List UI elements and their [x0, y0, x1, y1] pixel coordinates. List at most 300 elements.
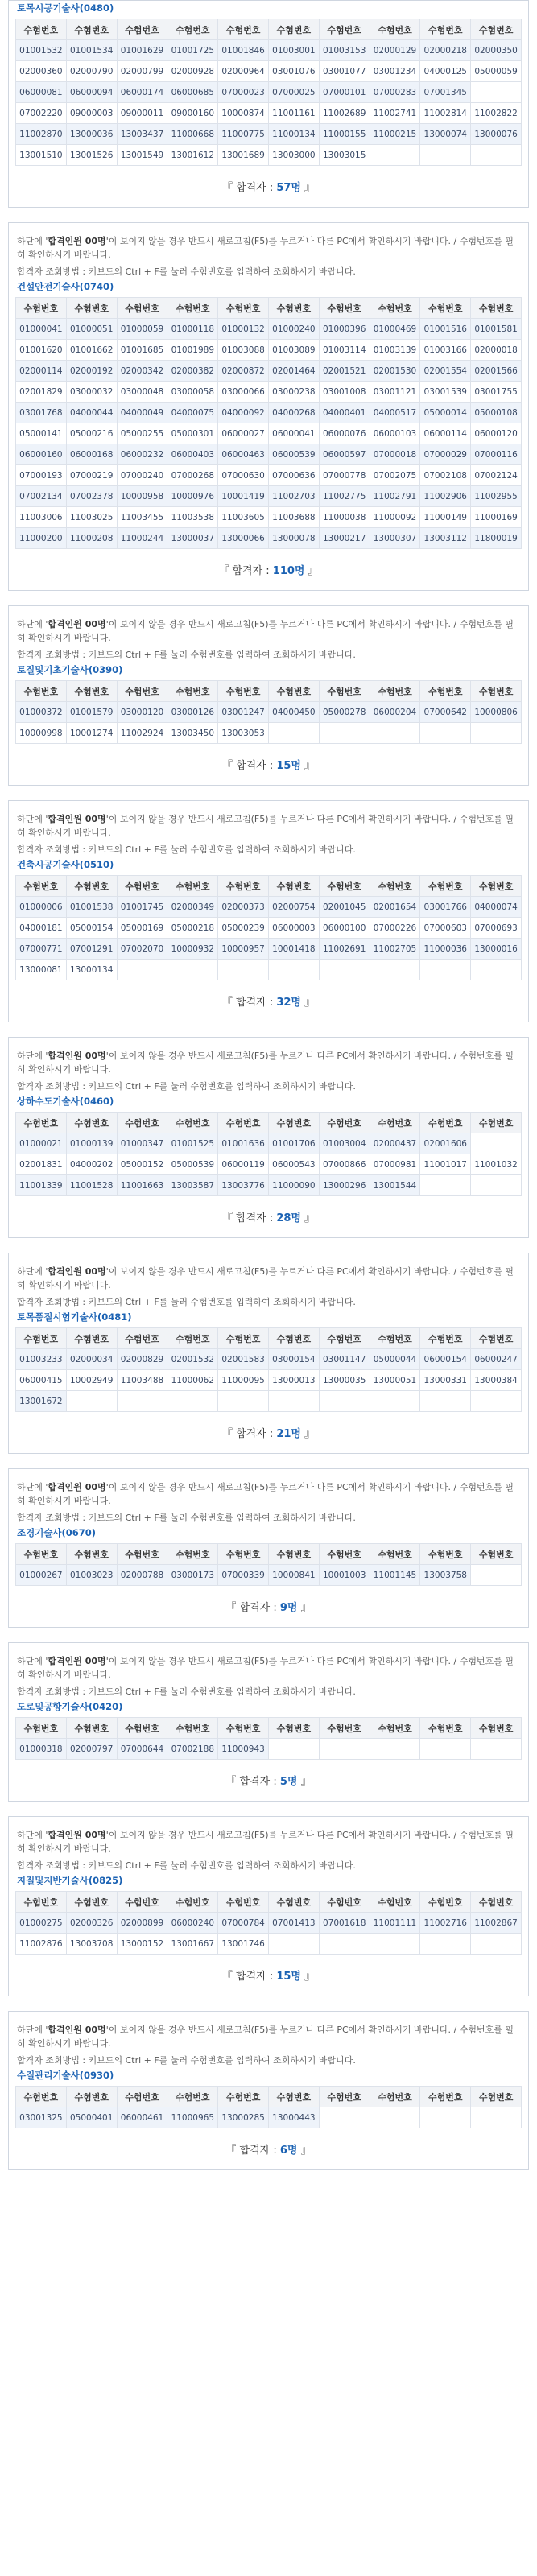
exam-number-cell: 02000799 — [117, 61, 167, 82]
exam-number-cell: 11002870 — [16, 124, 67, 145]
exam-number-cell: 02000129 — [370, 40, 420, 61]
table-row — [16, 1175, 522, 1196]
exam-number-cell: 06000114 — [420, 423, 471, 444]
column-header: 수험번호 — [167, 1328, 218, 1349]
table-row — [16, 702, 522, 723]
exam-number-cell: 10001003 — [319, 1565, 370, 1586]
exam-number-cell: 05000044 — [370, 1349, 420, 1370]
pass-count — [15, 179, 522, 194]
header-row — [16, 1892, 522, 1913]
exam-number-cell: 02001654 — [370, 897, 420, 918]
table-head — [16, 1544, 522, 1565]
exam-number-cell: 03000173 — [167, 1565, 218, 1586]
notice-bold: 합격인원 00명 — [48, 2025, 106, 2035]
exam-number-cell: 02001532 — [167, 1349, 218, 1370]
pass-count-value: 6명 — [279, 2145, 298, 2157]
pass-count-prefix: 『 합격자 : — [221, 1971, 277, 1983]
exam-number-cell: 01001581 — [471, 319, 522, 340]
column-header: 수험번호 — [218, 19, 269, 40]
empty-cell — [420, 1175, 471, 1196]
exam-number-cell: 11002876 — [16, 1934, 67, 1955]
pass-count — [15, 1425, 522, 1440]
pass-count-prefix: 『 합격자 : — [225, 2145, 280, 2157]
exam-number-cell: 07000025 — [268, 82, 319, 103]
exam-number-cell: 11000090 — [268, 1175, 319, 1196]
results-table — [15, 680, 522, 744]
exam-number-cell: 01001629 — [117, 40, 167, 61]
exam-number-cell: 11003688 — [268, 507, 319, 528]
column-header: 수험번호 — [370, 681, 420, 702]
search-howto: 합격자 조회방법 : 키보드의 Ctrl + F를 눌러 수험번호를 입력하여 조회하시기 바랍니다. — [17, 1513, 356, 1523]
empty-cell — [370, 1739, 420, 1760]
exam-number-cell: 05000014 — [420, 402, 471, 423]
exam-number-cell: 05000141 — [16, 423, 67, 444]
exam-number-cell: 07000029 — [420, 444, 471, 465]
empty-cell — [370, 1391, 420, 1412]
search-howto: 합격자 조회방법 : 키보드의 Ctrl + F를 눌러 수험번호를 입력하여 조회하시기 바랍니다. — [17, 1686, 356, 1697]
column-header: 수험번호 — [370, 2087, 420, 2107]
empty-cell — [471, 145, 522, 166]
category-title: 건축시공기술사(0510) — [17, 859, 114, 870]
exam-number-cell: 03001755 — [471, 382, 522, 402]
exam-number-cell: 11002705 — [370, 939, 420, 960]
exam-number-cell: 01000275 — [16, 1913, 67, 1934]
pass-count-suffix: 』 — [300, 182, 316, 194]
exam-number-cell: 02000382 — [167, 361, 218, 382]
exam-number-cell: 02000754 — [268, 897, 319, 918]
exam-number-cell: 13003437 — [117, 124, 167, 145]
exam-number-cell: 06000168 — [66, 444, 117, 465]
column-header: 수험번호 — [420, 298, 471, 319]
notice-text: 하단에 ' — [17, 814, 48, 824]
exam-number-cell: 13001510 — [16, 145, 67, 166]
pass-count-prefix: 『 합격자 : — [221, 760, 277, 772]
pass-count — [15, 993, 522, 1009]
exam-number-cell: 07000193 — [16, 465, 67, 486]
exam-number-cell: 13000066 — [218, 528, 269, 549]
refresh-notice — [17, 2023, 520, 2050]
table-row — [16, 939, 522, 960]
exam-number-cell: 06000240 — [167, 1913, 218, 1934]
column-header: 수험번호 — [16, 876, 67, 897]
column-header: 수험번호 — [66, 876, 117, 897]
exam-number-cell: 01003233 — [16, 1349, 67, 1370]
column-header: 수험번호 — [420, 1113, 471, 1133]
empty-cell — [471, 2107, 522, 2128]
exam-number-cell: 02000192 — [66, 361, 117, 382]
table-body — [16, 897, 522, 980]
exam-number-cell: 10002949 — [66, 1370, 117, 1391]
exam-number-cell: 05000239 — [218, 918, 269, 939]
results-table — [15, 2086, 522, 2128]
result-section — [8, 1037, 529, 1238]
exam-number-cell: 07000240 — [117, 465, 167, 486]
exam-number-cell: 03000032 — [66, 382, 117, 402]
exam-number-cell: 03000048 — [117, 382, 167, 402]
exam-number-cell: 13000384 — [471, 1370, 522, 1391]
exam-number-cell: 02000437 — [370, 1133, 420, 1154]
exam-number-cell: 11000134 — [268, 124, 319, 145]
exam-number-cell: 04000450 — [268, 702, 319, 723]
exam-number-cell: 03000058 — [167, 382, 218, 402]
search-howto: 합격자 조회방법 : 키보드의 Ctrl + F를 눌러 수험번호를 입력하여 조회하시기 바랍니다. — [17, 266, 356, 277]
exam-number-cell: 11003605 — [218, 507, 269, 528]
exam-number-cell: 11000169 — [471, 507, 522, 528]
notice-bold: 합격인원 00명 — [48, 619, 106, 630]
exam-number-cell: 06000685 — [167, 82, 218, 103]
exam-number-cell: 06000403 — [167, 444, 218, 465]
column-header: 수험번호 — [370, 1328, 420, 1349]
refresh-notice — [17, 1265, 520, 1292]
exam-number-cell: 11001161 — [268, 103, 319, 124]
exam-number-cell: 04000049 — [117, 402, 167, 423]
exam-number-cell: 06000103 — [370, 423, 420, 444]
exam-number-cell: 07000116 — [471, 444, 522, 465]
header-row — [16, 1544, 522, 1565]
exam-number-cell: 13000307 — [370, 528, 420, 549]
exam-number-cell: 07000101 — [319, 82, 370, 103]
result-section — [8, 0, 529, 208]
exam-number-cell: 13003015 — [319, 145, 370, 166]
notice-text: 하단에 ' — [17, 1051, 48, 1061]
exam-number-cell: 02001464 — [268, 361, 319, 382]
column-header: 수험번호 — [268, 1718, 319, 1739]
exam-number-cell: 01000051 — [66, 319, 117, 340]
exam-number-cell: 04000401 — [319, 402, 370, 423]
exam-number-cell: 04000517 — [370, 402, 420, 423]
column-header: 수험번호 — [420, 1718, 471, 1739]
column-header: 수험번호 — [66, 2087, 117, 2107]
table-row — [16, 61, 522, 82]
column-header: 수험번호 — [16, 1328, 67, 1349]
column-header: 수험번호 — [268, 1113, 319, 1133]
exam-number-cell: 13003708 — [66, 1934, 117, 1955]
column-header: 수험번호 — [218, 298, 269, 319]
exam-number-cell: 02001521 — [319, 361, 370, 382]
exam-number-cell: 06000247 — [471, 1349, 522, 1370]
exam-number-cell: 10000958 — [117, 486, 167, 507]
column-header: 수험번호 — [167, 2087, 218, 2107]
empty-cell — [319, 1391, 370, 1412]
column-header: 수험번호 — [268, 1892, 319, 1913]
exam-number-cell: 06000232 — [117, 444, 167, 465]
table-body — [16, 702, 522, 744]
column-header: 수험번호 — [471, 19, 522, 40]
column-header: 수험번호 — [268, 876, 319, 897]
pass-count — [15, 1773, 522, 1788]
column-header: 수험번호 — [117, 1892, 167, 1913]
column-header: 수험번호 — [66, 1113, 117, 1133]
header-row — [16, 1113, 522, 1133]
column-header: 수험번호 — [420, 876, 471, 897]
column-header: 수험번호 — [319, 2087, 370, 2107]
result-section — [8, 222, 529, 591]
table-body — [16, 2107, 522, 2128]
refresh-notice — [17, 1828, 520, 1856]
exam-number-cell: 06000463 — [218, 444, 269, 465]
notice-text: 하단에 ' — [17, 1830, 48, 1840]
exam-number-cell: 13000016 — [471, 939, 522, 960]
exam-number-cell: 06000543 — [268, 1154, 319, 1175]
exam-number-cell: 06000081 — [16, 82, 67, 103]
exam-number-cell: 03001147 — [319, 1349, 370, 1370]
table-row — [16, 1913, 522, 1934]
table-row — [16, 82, 522, 103]
empty-cell — [268, 1739, 319, 1760]
notice-bold: 합격인원 00명 — [48, 1482, 106, 1492]
pass-count — [15, 1209, 522, 1224]
exam-number-cell: 07000642 — [420, 702, 471, 723]
table-row — [16, 361, 522, 382]
column-header: 수험번호 — [268, 19, 319, 40]
exam-number-cell: 01000469 — [370, 319, 420, 340]
exam-number-cell: 02001831 — [16, 1154, 67, 1175]
pass-count-prefix: 『 합격자 : — [225, 1776, 280, 1788]
exam-number-cell: 06000415 — [16, 1370, 67, 1391]
empty-cell — [370, 960, 420, 980]
exam-number-cell: 11002775 — [319, 486, 370, 507]
table-body — [16, 40, 522, 166]
exam-number-cell: 06000027 — [218, 423, 269, 444]
empty-cell — [471, 1133, 522, 1154]
exam-number-cell: 11002791 — [370, 486, 420, 507]
notice-text: '이 보이지 않을 경우 반드시 새로고침(F5)를 누르거나 다른 PC에서 확인하시기 바랍니다. / 수험번호를 필히 확인하시기 바랍니다. — [17, 619, 514, 643]
search-howto: 합격자 조회방법 : 키보드의 Ctrl + F를 눌러 수험번호를 입력하여 조회하시기 바랍니다. — [17, 1297, 356, 1307]
header-row — [16, 19, 522, 40]
exam-number-cell: 01001579 — [66, 702, 117, 723]
exam-number-cell: 07001291 — [66, 939, 117, 960]
notice-text: 하단에 ' — [17, 1482, 48, 1492]
exam-number-cell: 06000539 — [268, 444, 319, 465]
table-body — [16, 1913, 522, 1955]
exam-number-cell: 07000784 — [218, 1913, 269, 1934]
exam-number-cell: 09000160 — [167, 103, 218, 124]
category-title: 토목시공기술사(0480) — [17, 2, 114, 14]
exam-number-cell: 05000169 — [117, 918, 167, 939]
exam-number-cell: 13001549 — [117, 145, 167, 166]
exam-number-cell: 05000108 — [471, 402, 522, 423]
exam-number-cell: 06000003 — [268, 918, 319, 939]
refresh-notice — [17, 1049, 520, 1076]
exam-number-cell: 02000342 — [117, 361, 167, 382]
header-row — [16, 681, 522, 702]
exam-number-cell: 11001017 — [420, 1154, 471, 1175]
empty-cell — [420, 1739, 471, 1760]
exam-number-cell: 13003000 — [268, 145, 319, 166]
pass-count-suffix: 』 — [297, 2145, 312, 2157]
category-title: 건설안전기술사(0740) — [17, 281, 114, 292]
exam-number-cell: 07002220 — [16, 103, 67, 124]
column-header: 수험번호 — [66, 681, 117, 702]
empty-cell — [319, 1739, 370, 1760]
empty-cell — [420, 2107, 471, 2128]
exam-number-cell: 07000219 — [66, 465, 117, 486]
notice-text: '이 보이지 않을 경우 반드시 새로고침(F5)를 누르거나 다른 PC에서 확인하시기 바랍니다. / 수험번호를 필히 확인하시기 바랍니다. — [17, 1830, 514, 1854]
search-howto: 합격자 조회방법 : 키보드의 Ctrl + F를 눌러 수험번호를 입력하여 조회하시기 바랍니다. — [17, 1860, 356, 1871]
exam-number-cell: 02000034 — [66, 1349, 117, 1370]
table-row — [16, 1349, 522, 1370]
exam-number-cell: 04000075 — [167, 402, 218, 423]
results-table — [15, 19, 522, 166]
exam-number-cell: 01001636 — [218, 1133, 269, 1154]
exam-number-cell: 06000094 — [66, 82, 117, 103]
pass-count-suffix: 』 — [304, 565, 319, 577]
exam-number-cell: 05000255 — [117, 423, 167, 444]
empty-cell — [370, 1934, 420, 1955]
exam-number-cell: 11000149 — [420, 507, 471, 528]
exam-number-cell: 11800019 — [471, 528, 522, 549]
table-head — [16, 876, 522, 897]
notice-text: '이 보이지 않을 경우 반드시 새로고침(F5)를 누르거나 다른 PC에서 확인하시기 바랍니다. / 수험번호를 필히 확인하시기 바랍니다. — [17, 1051, 514, 1075]
exam-number-cell: 01001989 — [167, 340, 218, 361]
exam-number-cell: 01000041 — [16, 319, 67, 340]
pass-count-value: 110명 — [272, 565, 305, 577]
exam-number-cell: 10000841 — [268, 1565, 319, 1586]
column-header: 수험번호 — [471, 1544, 522, 1565]
empty-cell — [319, 2107, 370, 2128]
exam-number-cell: 01003153 — [319, 40, 370, 61]
exam-number-cell: 11000775 — [218, 124, 269, 145]
column-header: 수험번호 — [319, 681, 370, 702]
table-row — [16, 918, 522, 939]
exam-number-cell: 02000928 — [167, 61, 218, 82]
exam-number-cell: 04000202 — [66, 1154, 117, 1175]
pass-count-prefix: 『 합격자 : — [221, 1212, 277, 1224]
empty-cell — [319, 723, 370, 744]
exam-number-cell: 11002689 — [319, 103, 370, 124]
table-row — [16, 444, 522, 465]
exam-number-cell: 11000036 — [420, 939, 471, 960]
empty-cell — [471, 82, 522, 103]
exam-number-cell: 07000339 — [218, 1565, 269, 1586]
exam-number-cell: 01001525 — [167, 1133, 218, 1154]
column-header: 수험번호 — [167, 681, 218, 702]
exam-number-cell: 04000181 — [16, 918, 67, 939]
column-header: 수험번호 — [420, 1892, 471, 1913]
exam-number-cell: 11000208 — [66, 528, 117, 549]
exam-number-cell: 06000119 — [218, 1154, 269, 1175]
exam-number-cell: 02000829 — [117, 1349, 167, 1370]
exam-number-cell: 13003587 — [167, 1175, 218, 1196]
exam-number-cell: 02001606 — [420, 1133, 471, 1154]
exam-number-cell: 13000074 — [420, 124, 471, 145]
empty-cell — [167, 960, 218, 980]
result-section — [8, 2011, 529, 2170]
exam-number-cell: 11001032 — [471, 1154, 522, 1175]
pass-count-value: 15명 — [276, 1971, 301, 1983]
exam-number-cell: 01000240 — [268, 319, 319, 340]
exam-number-cell: 07001413 — [268, 1913, 319, 1934]
pass-count-suffix: 』 — [300, 1428, 316, 1440]
result-section — [8, 1468, 529, 1628]
exam-number-cell: 03000126 — [167, 702, 218, 723]
exam-number-cell: 13003776 — [218, 1175, 269, 1196]
exam-number-cell: 07001618 — [319, 1913, 370, 1934]
column-header: 수험번호 — [420, 1328, 471, 1349]
exam-number-cell: 01001745 — [117, 897, 167, 918]
column-header: 수험번호 — [471, 1328, 522, 1349]
exam-number-cell: 11001111 — [370, 1913, 420, 1934]
pass-count-value: 57명 — [276, 182, 301, 194]
column-header: 수험번호 — [420, 2087, 471, 2107]
column-header: 수험번호 — [471, 876, 522, 897]
category-title: 수질관리기술사(0930) — [17, 2070, 114, 2081]
exam-number-cell: 13001612 — [167, 145, 218, 166]
exam-number-cell: 05000301 — [167, 423, 218, 444]
table-row — [16, 124, 522, 145]
exam-number-cell: 05000218 — [167, 918, 218, 939]
column-header: 수험번호 — [117, 681, 167, 702]
pass-count-value: 5명 — [279, 1776, 298, 1788]
exam-number-cell: 11001339 — [16, 1175, 67, 1196]
exam-number-cell: 06000120 — [471, 423, 522, 444]
exam-number-cell: 01000318 — [16, 1739, 67, 1760]
exam-number-cell: 02000964 — [218, 61, 269, 82]
column-header: 수험번호 — [167, 1544, 218, 1565]
exam-number-cell: 13000076 — [471, 124, 522, 145]
exam-number-cell: 03001766 — [420, 897, 471, 918]
exam-number-cell: 07001345 — [420, 82, 471, 103]
refresh-notice — [17, 617, 520, 645]
column-header: 수험번호 — [167, 1892, 218, 1913]
empty-cell — [370, 2107, 420, 2128]
column-header: 수험번호 — [370, 298, 420, 319]
search-howto: 합격자 조회방법 : 키보드의 Ctrl + F를 눌러 수험번호를 입력하여 조회하시기 바랍니다. — [17, 2055, 356, 2066]
exam-number-cell: 13001689 — [218, 145, 269, 166]
pass-count-value: 32명 — [276, 997, 301, 1009]
column-header: 수험번호 — [268, 1328, 319, 1349]
exam-number-cell: 06000597 — [319, 444, 370, 465]
exam-number-cell: 01003114 — [319, 340, 370, 361]
exam-number-cell: 07000644 — [117, 1739, 167, 1760]
exam-number-cell: 07002075 — [370, 465, 420, 486]
column-header: 수험번호 — [420, 1544, 471, 1565]
column-header: 수험번호 — [66, 19, 117, 40]
exam-number-cell: 06000204 — [370, 702, 420, 723]
table-body — [16, 1739, 522, 1760]
empty-cell — [471, 1565, 522, 1586]
exam-number-cell: 02000872 — [218, 361, 269, 382]
column-header: 수험번호 — [420, 681, 471, 702]
exam-number-cell: 01000021 — [16, 1133, 67, 1154]
exam-number-cell: 01000006 — [16, 897, 67, 918]
refresh-notice — [17, 1480, 520, 1508]
exam-number-cell: 01003088 — [218, 340, 269, 361]
exam-number-cell: 03001325 — [16, 2107, 67, 2128]
column-header: 수험번호 — [66, 1718, 117, 1739]
exam-number-cell: 01000396 — [319, 319, 370, 340]
exam-number-cell: 01003089 — [268, 340, 319, 361]
results-table — [15, 1543, 522, 1586]
column-header: 수험번호 — [16, 2087, 67, 2107]
exam-number-cell: 13000013 — [268, 1370, 319, 1391]
exam-number-cell: 13001526 — [66, 145, 117, 166]
exam-number-cell: 11003538 — [167, 507, 218, 528]
exam-number-cell: 05000152 — [117, 1154, 167, 1175]
result-section — [8, 605, 529, 786]
table-row — [16, 486, 522, 507]
exam-number-cell: 01001538 — [66, 897, 117, 918]
pass-count — [15, 2141, 522, 2157]
exam-number-cell: 11000095 — [218, 1370, 269, 1391]
exam-number-cell: 01001846 — [218, 40, 269, 61]
pass-count-value: 28명 — [276, 1212, 301, 1224]
column-header: 수험번호 — [117, 1113, 167, 1133]
exam-number-cell: 03000120 — [117, 702, 167, 723]
table-row — [16, 402, 522, 423]
exam-number-cell: 01001532 — [16, 40, 67, 61]
pass-count-suffix: 』 — [297, 1602, 312, 1614]
